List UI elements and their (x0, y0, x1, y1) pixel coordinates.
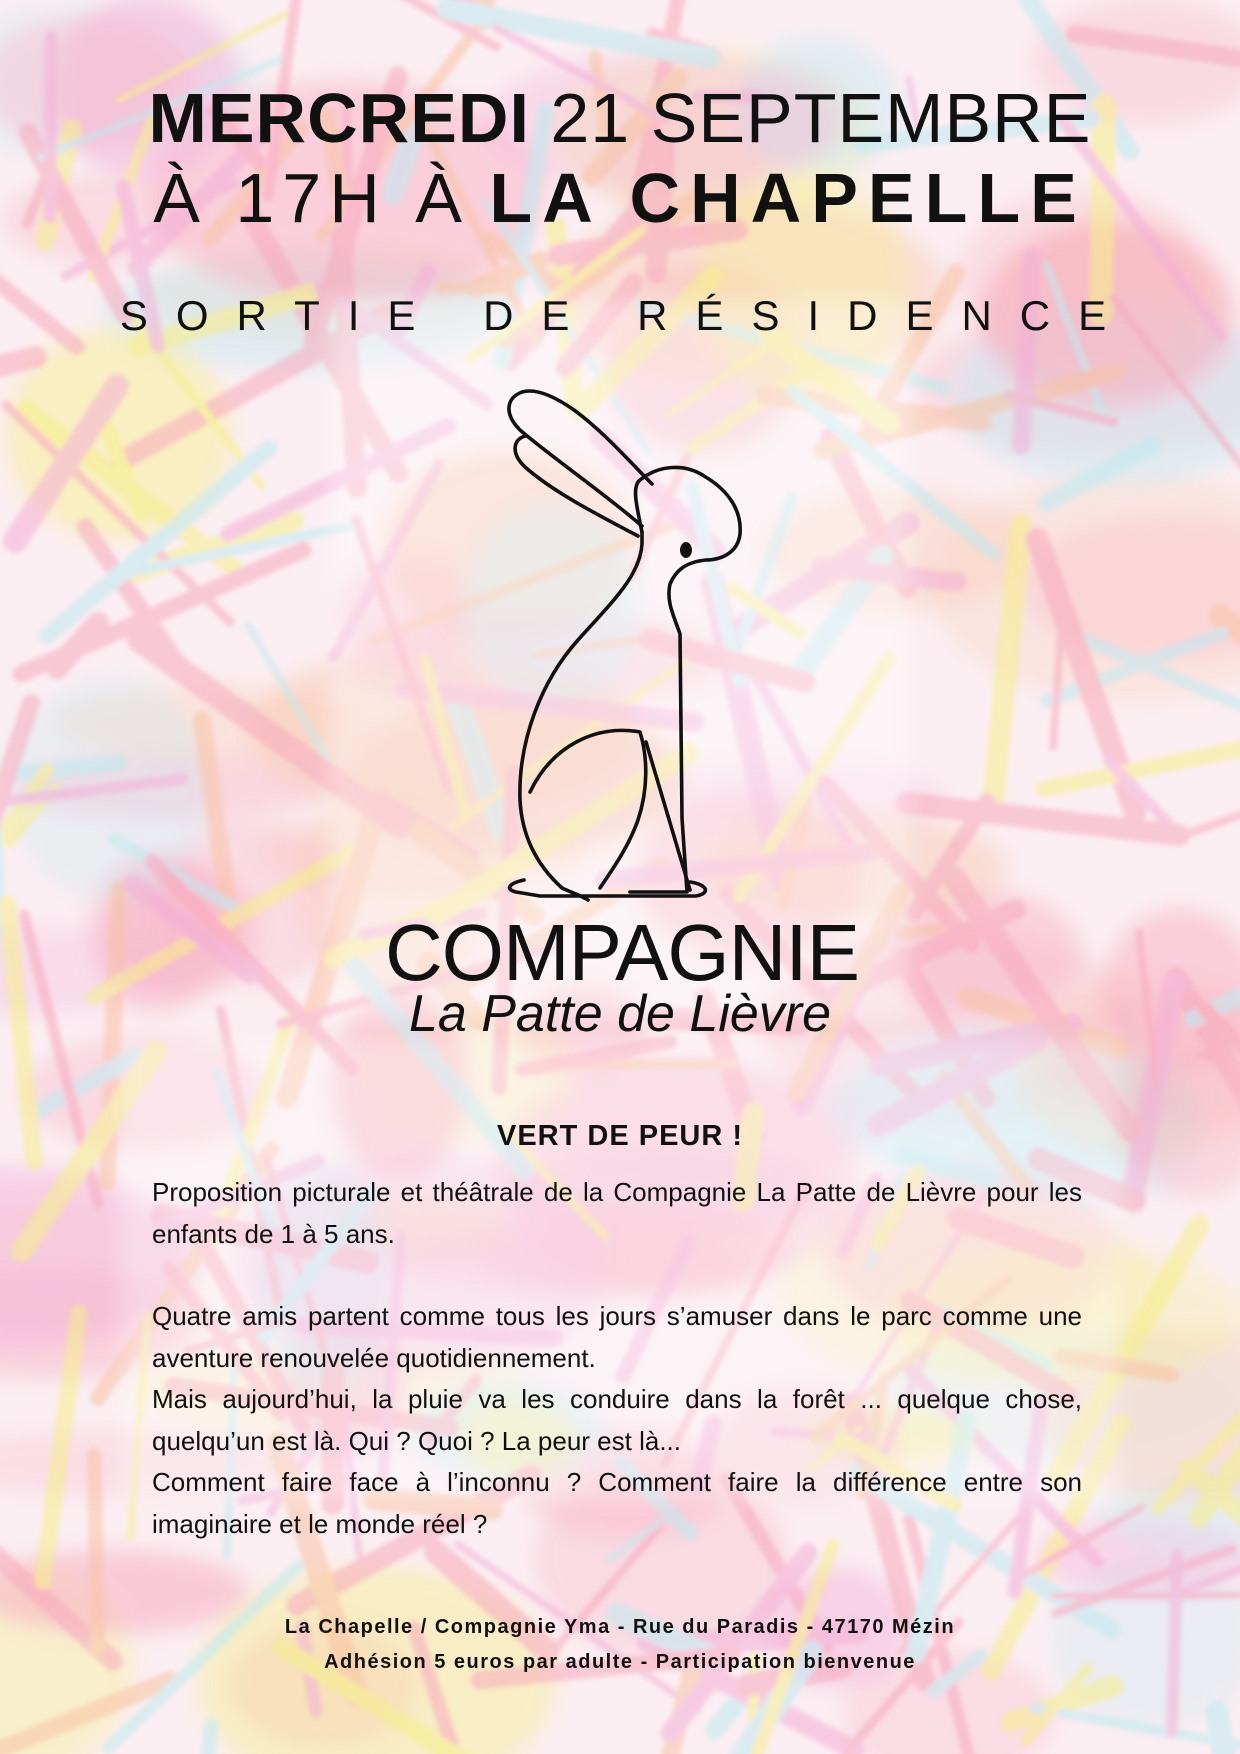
company-logo-subtitle: La Patte de Lièvre (408, 985, 832, 1043)
event-venue: LA CHAPELLE (489, 159, 1087, 237)
event-time: À 17H À (153, 159, 470, 237)
event-subtitle: SORTIE DE RÉSIDENCE (119, 292, 1135, 339)
show-title: VERT DE PEUR ! (496, 1120, 744, 1152)
footer-address: La Chapelle / Compagnie Yma - Rue du Paradis - 47170 Mézin (284, 1616, 956, 1638)
description-paragraph: Proposition picturale et théâtrale de la Compagnie La Patte de Lièvre pour les enfants de 1 à 5 ans. (152, 1177, 1082, 1249)
event-date-text: 21 SEPTEMBRE (550, 79, 1092, 157)
description-paragraph: Quatre amis partent comme tous les jours s’amuser dans le parc comme une aventure renouvelée quotidiennement. (152, 1301, 1082, 1373)
footer-price: Adhésion 5 euros par adulte - Participation bienvenue (324, 1651, 916, 1673)
paragraph-spacer (152, 1255, 1082, 1296)
show-description (152, 1172, 1082, 1545)
footer (0, 1610, 1240, 1680)
description-paragraph: Mais aujourd’hui, la pluie va les conduire dans la forêt ... quelque chose, quelqu’un est là. Qui ? Quoi ? La peur est là... (152, 1384, 1082, 1456)
event-day: MERCREDI (148, 79, 530, 157)
event-time-venue (0, 158, 1240, 238)
hare-icon (470, 380, 800, 910)
company-logo-title: COMPAGNIE (384, 908, 859, 997)
description-paragraph: Comment faire face à l’inconnu ? Comment faire la différence entre son imaginaire et le monde réel ? (152, 1467, 1082, 1539)
event-date (0, 78, 1240, 158)
